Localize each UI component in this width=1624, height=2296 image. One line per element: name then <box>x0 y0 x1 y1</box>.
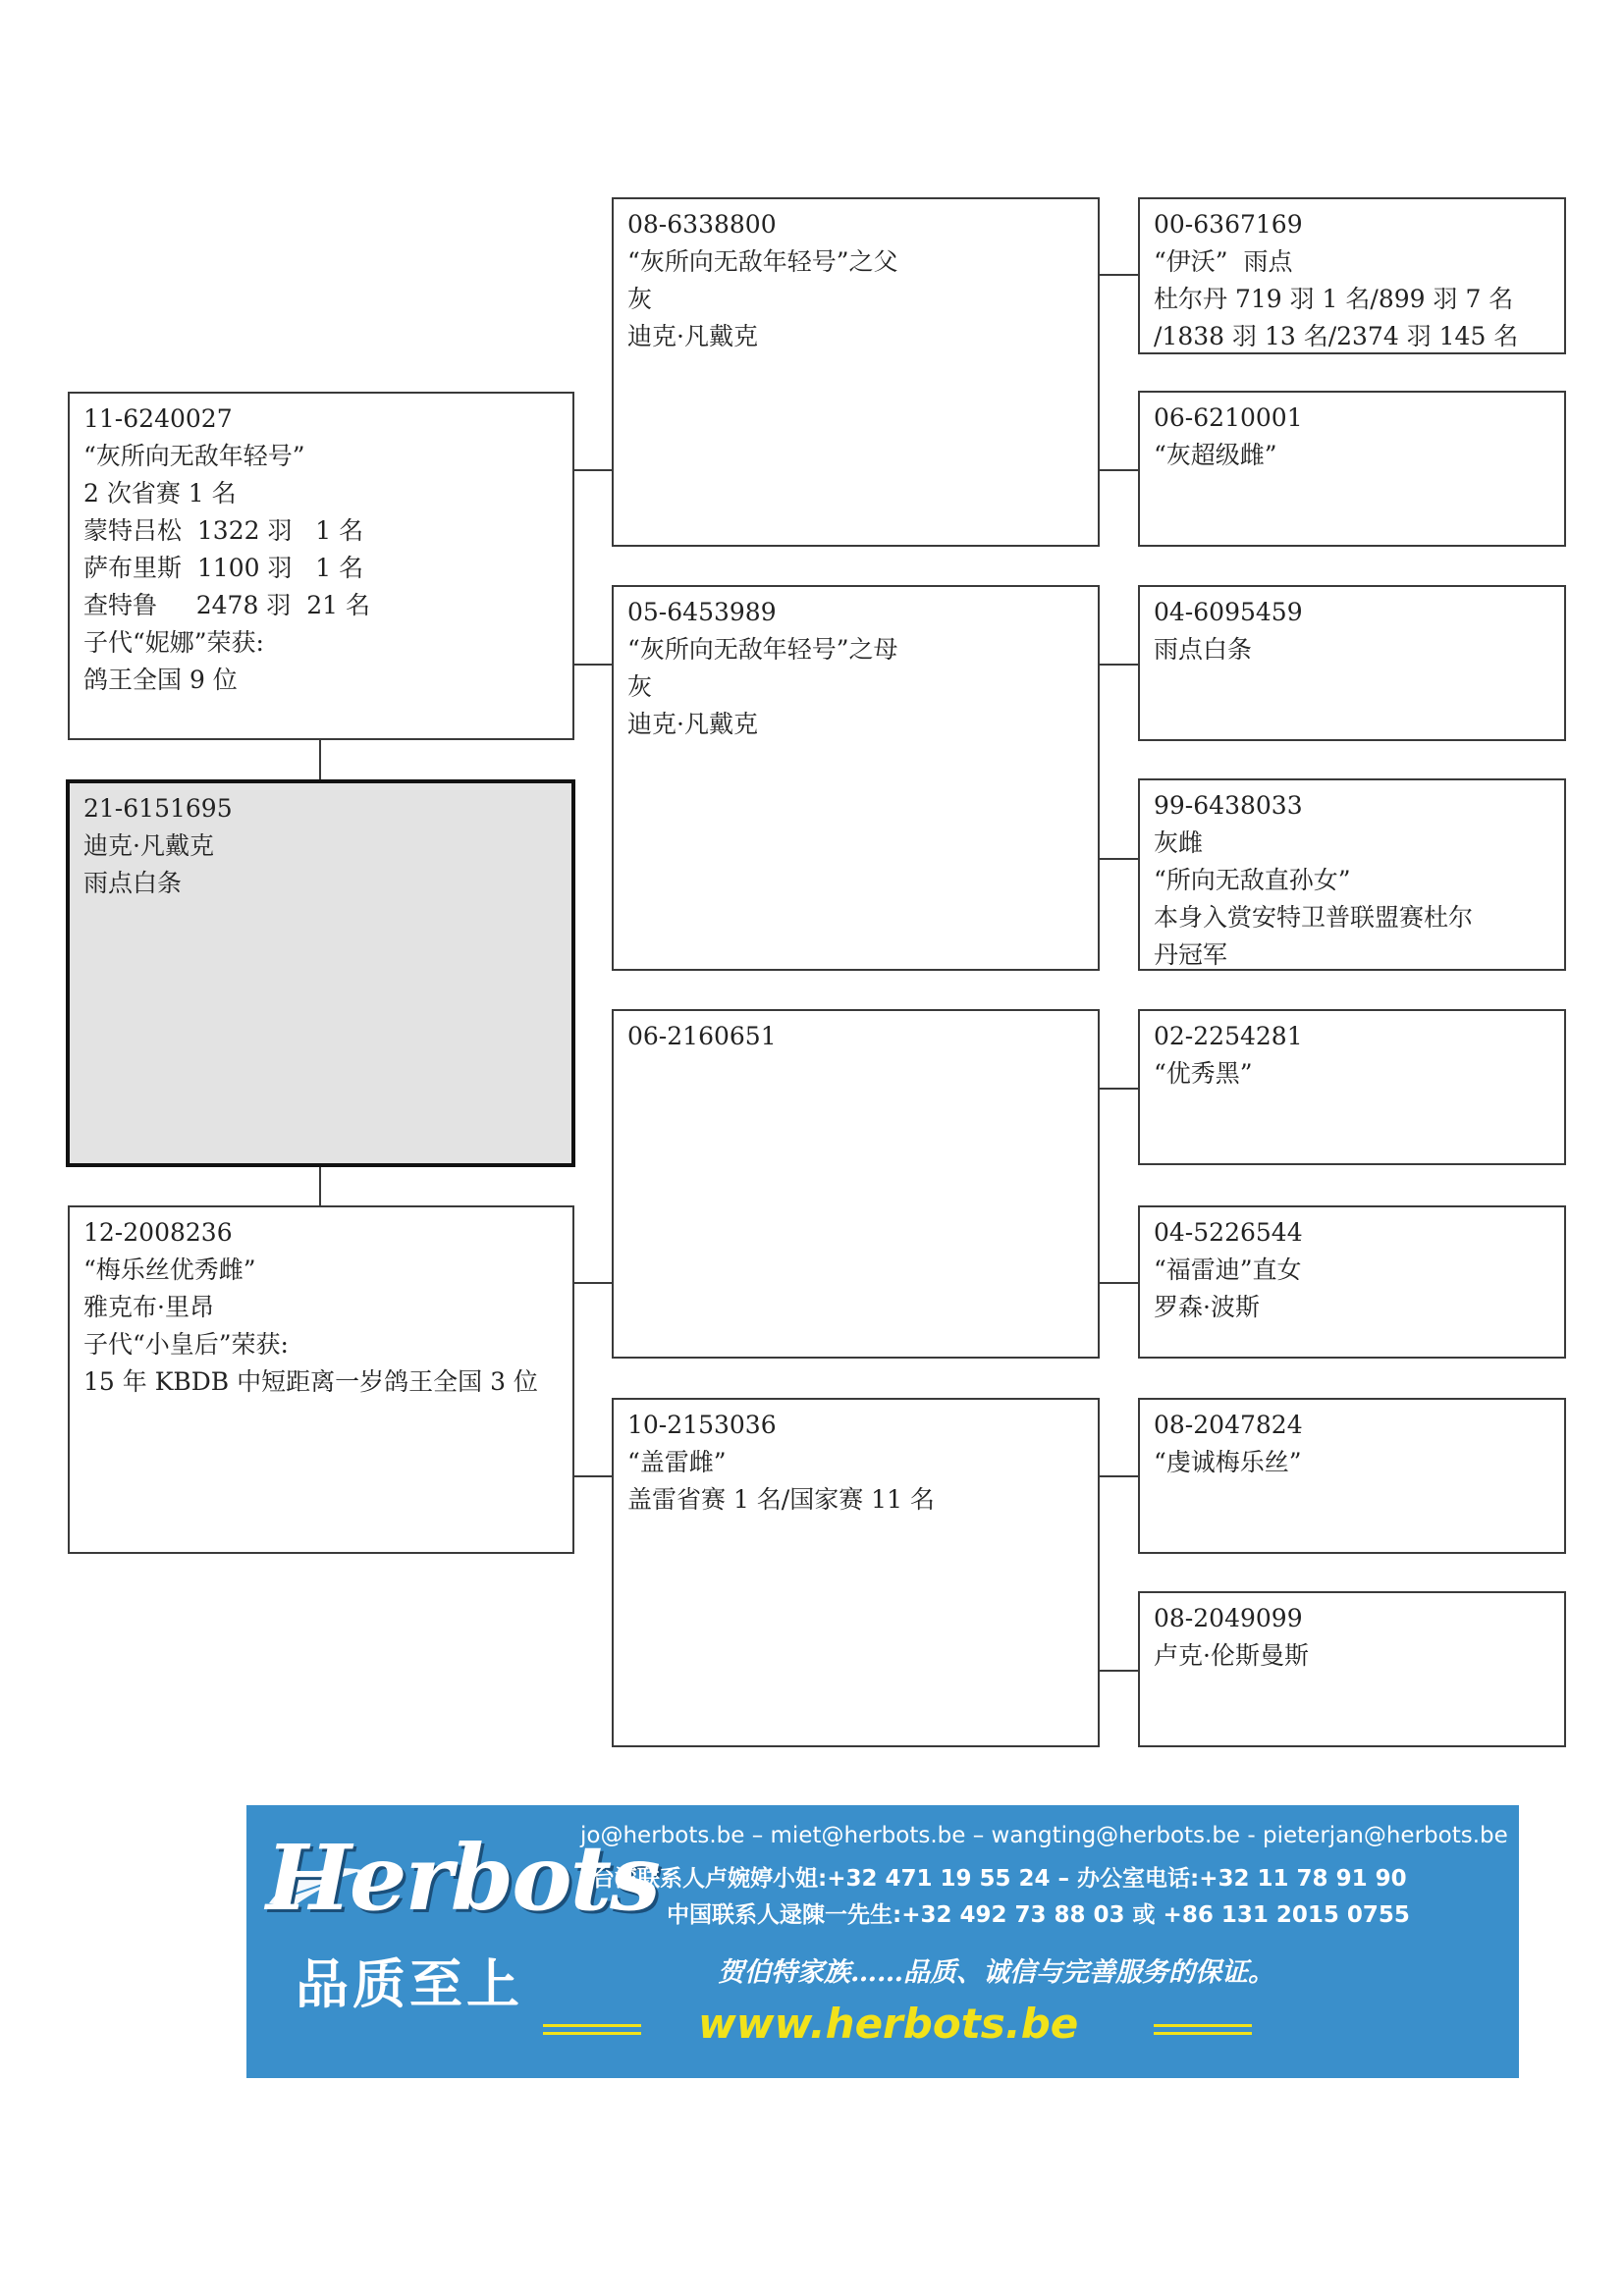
pedigree-line: 查特鲁 2478 羽 21 名 <box>83 591 370 619</box>
connector <box>1100 274 1138 276</box>
sire-card <box>68 392 574 740</box>
connector <box>574 1282 612 1284</box>
connector <box>574 664 612 666</box>
sire-sire-card <box>612 197 1100 547</box>
connector <box>1100 469 1138 471</box>
ring-number: 12-2008236 <box>83 1218 233 1247</box>
ring-number: 04-6095459 <box>1154 598 1303 626</box>
pedigree-line: 雅克布·里昂 <box>83 1293 214 1321</box>
connector <box>319 740 321 779</box>
sd-dam-card <box>1138 778 1566 971</box>
pedigree-line: “灰所向无敌年轻号”之父 <box>627 247 898 276</box>
pedigree-line: “梅乐丝优秀雌” <box>83 1255 256 1284</box>
pedigree-line: 卢克·伦斯曼斯 <box>1154 1641 1309 1670</box>
pedigree-line: 萨布里斯 1100 羽 1 名 <box>83 554 364 582</box>
pedigree-line: 罗森·波斯 <box>1154 1293 1260 1321</box>
sire-dam-card <box>612 585 1100 971</box>
pedigree-line: “灰超级雌” <box>1154 441 1277 469</box>
pedigree-line: “福雷迪”直女 <box>1154 1255 1302 1284</box>
sd-sire-card <box>1138 585 1566 741</box>
connector <box>1100 858 1138 860</box>
ring-number: 08-6338800 <box>627 210 777 239</box>
pedigree-line: 迪克·凡戴克 <box>83 831 214 860</box>
ring-number: 02-2254281 <box>1154 1022 1303 1050</box>
pedigree-line: 雨点白条 <box>1154 635 1253 664</box>
pedigree-line: “伊沃” 雨点 <box>1154 247 1293 276</box>
pedigree-line: 子代“小皇后”荣获: <box>83 1330 289 1359</box>
subject-card <box>66 779 575 1167</box>
pedigree-line: 灰雌 <box>1154 828 1204 857</box>
connector <box>1100 1088 1138 1090</box>
website-link[interactable]: www.herbots.be <box>698 2000 1079 2048</box>
ring-number: 08-2049099 <box>1154 1604 1303 1632</box>
pedigree-line: “所向无敌直孙女” <box>1154 866 1351 894</box>
ring-number: 08-2047824 <box>1154 1411 1303 1439</box>
pedigree-line: 盖雷省赛 1 名/国家赛 11 名 <box>627 1485 935 1514</box>
connector <box>319 1167 321 1205</box>
pedigree-line: 雨点白条 <box>83 869 183 897</box>
pedigree-line: 灰 <box>627 285 653 313</box>
pedigree-line: 迪克·凡戴克 <box>627 710 758 738</box>
connector <box>1100 1282 1138 1284</box>
divider <box>1154 2024 1252 2027</box>
ring-number: 04-5226544 <box>1154 1218 1303 1247</box>
dd-sire-card <box>1138 1398 1566 1554</box>
pedigree-line: 子代“妮娜”荣获: <box>83 628 264 657</box>
ds-sire-card <box>1138 1009 1566 1165</box>
pedigree-line: 本身入赏安特卫普联盟赛杜尔 <box>1154 903 1474 932</box>
pedigree-line: “灰所向无敌年轻号”之母 <box>627 635 898 664</box>
dam-sire-card <box>612 1009 1100 1359</box>
connector <box>574 1475 612 1477</box>
pedigree-line: “灰所向无敌年轻号” <box>83 442 305 470</box>
dd-dam-card <box>1138 1591 1566 1747</box>
pedigree-line: 杜尔丹 719 羽 1 名/899 羽 7 名 <box>1154 285 1514 313</box>
connector <box>1100 1670 1138 1672</box>
pedigree-line: 15 年 KBDB 中短距离一岁鸽王全国 3 位 <box>83 1367 538 1396</box>
contact-emails: jo@herbots.be – miet@herbots.be – wangting@herbots.be - pieterjan@herbots.be <box>580 1823 1508 1848</box>
divider <box>1154 2032 1252 2035</box>
ring-number: 10-2153036 <box>627 1411 777 1439</box>
ring-number: 00-6367169 <box>1154 210 1303 239</box>
connector <box>1100 664 1138 666</box>
ring-number: 05-6453989 <box>627 598 777 626</box>
pedigree-line: 灰 <box>627 672 653 701</box>
motto: 贺伯特家族……品质、诚信与完善服务的保证。 <box>718 1957 1274 1988</box>
connector <box>574 469 612 471</box>
pedigree-line: 2 次省赛 1 名 <box>83 479 237 507</box>
pedigree-line: “虔诚梅乐丝” <box>1154 1448 1302 1476</box>
pedigree-line: 鸽王全国 9 位 <box>83 666 238 694</box>
pedigree-line: /1838 羽 13 名/2374 羽 145 名 <box>1154 322 1519 350</box>
ring-number: 11-6240027 <box>83 404 233 433</box>
dam-card <box>68 1205 574 1554</box>
pedigree-line: 蒙特吕松 1322 羽 1 名 <box>83 516 364 545</box>
taiwan-contact: 台湾联系人卢婉婷小姐:+32 471 19 55 24 – 办公室电话:+32 11 78 91 90 <box>592 1866 1407 1892</box>
ring-number: 06-2160651 <box>627 1022 777 1050</box>
ring-number: 99-6438033 <box>1154 791 1303 820</box>
divider <box>543 2024 641 2027</box>
ss-dam-card <box>1138 391 1566 547</box>
brand-slogan: 品质至上 <box>296 1953 523 2015</box>
ds-dam-card <box>1138 1205 1566 1359</box>
pedigree-line: 迪克·凡戴克 <box>627 322 758 350</box>
pedigree-line: “盖雷雌” <box>627 1448 727 1476</box>
pedigree-line: 丹冠军 <box>1154 940 1228 969</box>
connector <box>1100 1475 1138 1477</box>
dam-dam-card <box>612 1398 1100 1747</box>
divider <box>543 2032 641 2035</box>
ring-number: 06-6210001 <box>1154 403 1303 432</box>
brand-logo: Herbots <box>266 1825 659 1931</box>
ring-number: 21-6151695 <box>83 794 233 823</box>
ss-sire-card <box>1138 197 1566 354</box>
pedigree-line: “优秀黑” <box>1154 1059 1253 1088</box>
herbots-banner <box>246 1805 1519 2078</box>
china-contact: 中国联系人逯陳一先生:+32 492 73 88 03 或 +86 131 2015 0755 <box>667 1902 1410 1928</box>
